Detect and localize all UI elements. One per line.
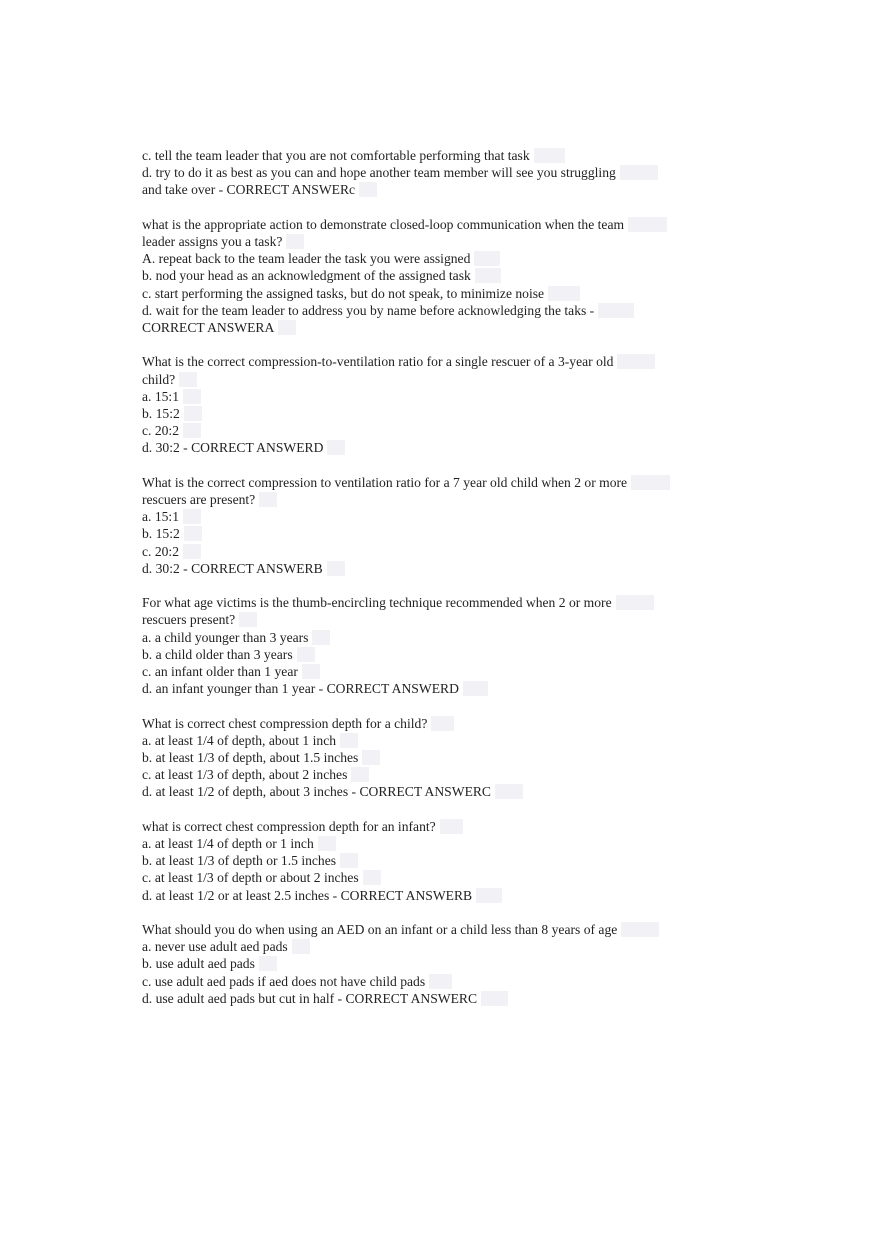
- line-text: rescuers are present?: [142, 492, 256, 508]
- scan-highlight: [495, 784, 523, 799]
- line-text: d. an infant younger than 1 year - CORRECT ANSWERD: [142, 681, 459, 697]
- line-text: For what age victims is the thumb-encircling technique recommended when 2 or more: [142, 595, 612, 611]
- scan-highlight: [327, 440, 345, 455]
- scan-highlight: [239, 612, 257, 627]
- line-text: c. at least 1/3 of depth, about 2 inches: [142, 767, 348, 783]
- line-text: c. start performing the assigned tasks, but do not speak, to minimize noise: [142, 285, 545, 301]
- scan-highlight: [548, 286, 580, 301]
- line-text: What is correct chest compression depth for a child?: [142, 715, 428, 731]
- text-line: [142, 525, 742, 542]
- scan-highlight: [628, 217, 667, 232]
- line-text: rescuers present?: [142, 612, 236, 628]
- question-block: [142, 594, 742, 697]
- line-text: a. 15:1: [142, 388, 179, 404]
- line-text: b. at least 1/3 of depth or 1.5 inches: [142, 853, 337, 869]
- text-line: [142, 766, 742, 783]
- text-line: [142, 491, 742, 508]
- text-line: [142, 611, 742, 628]
- scan-highlight: [429, 974, 452, 989]
- scan-highlight: [363, 870, 381, 885]
- line-text: c. 20:2: [142, 423, 179, 439]
- scan-highlight: [431, 716, 454, 731]
- text-line: [142, 749, 742, 766]
- text-line: [142, 302, 742, 319]
- text-line: [142, 233, 742, 250]
- scan-highlight: [297, 647, 315, 662]
- scan-highlight: [351, 767, 369, 782]
- scan-highlight: [259, 956, 277, 971]
- line-text: b. 15:2: [142, 526, 180, 542]
- line-text: a. never use adult aed pads: [142, 939, 288, 955]
- line-text: a. at least 1/4 of depth or 1 inch: [142, 836, 314, 852]
- text-line: [142, 869, 742, 886]
- scan-highlight: [340, 853, 358, 868]
- line-text: c. use adult aed pads if aed does not have child pads: [142, 973, 426, 989]
- scan-highlight: [598, 303, 634, 318]
- line-text: What is the correct compression-to-ventilation ratio for a single rescuer of a 3-year old: [142, 354, 614, 370]
- text-line: [142, 285, 742, 302]
- text-line: [142, 646, 742, 663]
- scan-highlight: [179, 372, 197, 387]
- text-line: [142, 147, 742, 164]
- text-line: [142, 353, 742, 370]
- scan-highlight: [440, 819, 463, 834]
- text-line: [142, 371, 742, 388]
- text-line: [142, 783, 742, 800]
- scan-highlight: [312, 630, 330, 645]
- text-line: [142, 938, 742, 955]
- question-block: [142, 921, 742, 1007]
- line-text: a. at least 1/4 of depth, about 1 inch: [142, 732, 337, 748]
- text-line: [142, 164, 742, 181]
- line-text: d. try to do it as best as you can and hope another team member will see you struggling: [142, 165, 616, 181]
- text-line: [142, 732, 742, 749]
- quiz-content: [142, 147, 742, 1024]
- text-line: [142, 508, 742, 525]
- text-line: [142, 629, 742, 646]
- text-line: [142, 267, 742, 284]
- line-text: b. nod your head as an acknowledgment of the assigned task: [142, 268, 471, 284]
- scan-highlight: [318, 836, 336, 851]
- line-text: d. 30:2 - CORRECT ANSWERB: [142, 560, 323, 576]
- scan-highlight: [620, 165, 658, 180]
- text-line: [142, 543, 742, 560]
- text-line: [142, 405, 742, 422]
- line-text: d. wait for the team leader to address you by name before acknowledging the taks -: [142, 302, 595, 318]
- line-text: b. use adult aed pads: [142, 956, 255, 972]
- scan-highlight: [340, 733, 358, 748]
- question-block: [142, 353, 742, 456]
- question-block: [142, 715, 742, 801]
- line-text: CORRECT ANSWERA: [142, 320, 275, 336]
- scan-highlight: [302, 664, 320, 679]
- text-line: [142, 818, 742, 835]
- scan-highlight: [476, 888, 502, 903]
- question-block: [142, 474, 742, 577]
- question-block: [142, 818, 742, 904]
- line-text: d. at least 1/2 of depth, about 3 inches - CORRECT ANSWERC: [142, 784, 492, 800]
- scan-highlight: [286, 234, 304, 249]
- scan-highlight: [259, 492, 277, 507]
- scan-highlight: [534, 148, 565, 163]
- scan-highlight: [183, 423, 201, 438]
- scan-highlight: [475, 268, 501, 283]
- line-text: b. at least 1/3 of depth, about 1.5 inches: [142, 750, 359, 766]
- line-text: b. 15:2: [142, 406, 180, 422]
- line-text: c. an infant older than 1 year: [142, 664, 298, 680]
- scan-highlight: [481, 991, 508, 1006]
- scan-highlight: [474, 251, 500, 266]
- line-text: c. tell the team leader that you are not comfortable performing that task: [142, 148, 530, 163]
- scan-highlight: [359, 182, 377, 197]
- line-text: A. repeat back to the team leader the task you were assigned: [142, 251, 471, 267]
- line-text: a. a child younger than 3 years: [142, 629, 309, 645]
- line-text: d. 30:2 - CORRECT ANSWERD: [142, 440, 324, 456]
- question-block: [142, 147, 742, 199]
- line-text: child?: [142, 371, 176, 387]
- text-line: [142, 594, 742, 611]
- text-line: [142, 955, 742, 972]
- scan-highlight: [183, 389, 201, 404]
- scan-highlight: [183, 509, 201, 524]
- line-text: d. use adult aed pads but cut in half - CORRECT ANSWERC: [142, 990, 478, 1006]
- scan-highlight: [616, 595, 654, 610]
- text-line: [142, 250, 742, 267]
- line-text: b. a child older than 3 years: [142, 646, 293, 662]
- text-line: [142, 680, 742, 697]
- text-line: [142, 835, 742, 852]
- text-line: [142, 422, 742, 439]
- scan-highlight: [631, 475, 670, 490]
- line-text: leader assigns you a task?: [142, 234, 283, 249]
- scan-highlight: [617, 354, 655, 369]
- scan-highlight: [327, 561, 345, 576]
- text-line: [142, 990, 742, 1007]
- text-line: [142, 439, 742, 456]
- scan-highlight: [463, 681, 488, 696]
- line-text: what is correct chest compression depth for an infant?: [142, 818, 436, 834]
- scan-highlight: [621, 922, 659, 937]
- text-line: [142, 216, 742, 233]
- line-text: What should you do when using an AED on an infant or a child less than 8 years of age: [142, 922, 618, 938]
- text-line: [142, 715, 742, 732]
- question-block: [142, 216, 742, 336]
- line-text: and take over - CORRECT ANSWERc: [142, 182, 356, 198]
- line-text: d. at least 1/2 or at least 2.5 inches - CORRECT ANSWERB: [142, 887, 473, 903]
- text-line: [142, 921, 742, 938]
- scan-highlight: [183, 544, 201, 559]
- text-line: [142, 663, 742, 680]
- text-line: [142, 852, 742, 869]
- line-text: c. at least 1/3 of depth or about 2 inches: [142, 870, 359, 886]
- scan-highlight: [184, 406, 202, 421]
- line-text: c. 20:2: [142, 543, 179, 559]
- text-line: [142, 973, 742, 990]
- text-line: [142, 887, 742, 904]
- scan-highlight: [278, 320, 296, 335]
- line-text: a. 15:1: [142, 509, 179, 525]
- scan-highlight: [362, 750, 380, 765]
- line-text: what is the appropriate action to demonstrate closed-loop communication when the team: [142, 216, 625, 232]
- line-text: What is the correct compression to ventilation ratio for a 7 year old child when 2 or more: [142, 474, 628, 490]
- text-line: [142, 388, 742, 405]
- text-line: [142, 560, 742, 577]
- scan-highlight: [292, 939, 310, 954]
- text-line: [142, 181, 742, 198]
- scan-highlight: [184, 526, 202, 541]
- text-line: [142, 319, 742, 336]
- text-line: [142, 474, 742, 491]
